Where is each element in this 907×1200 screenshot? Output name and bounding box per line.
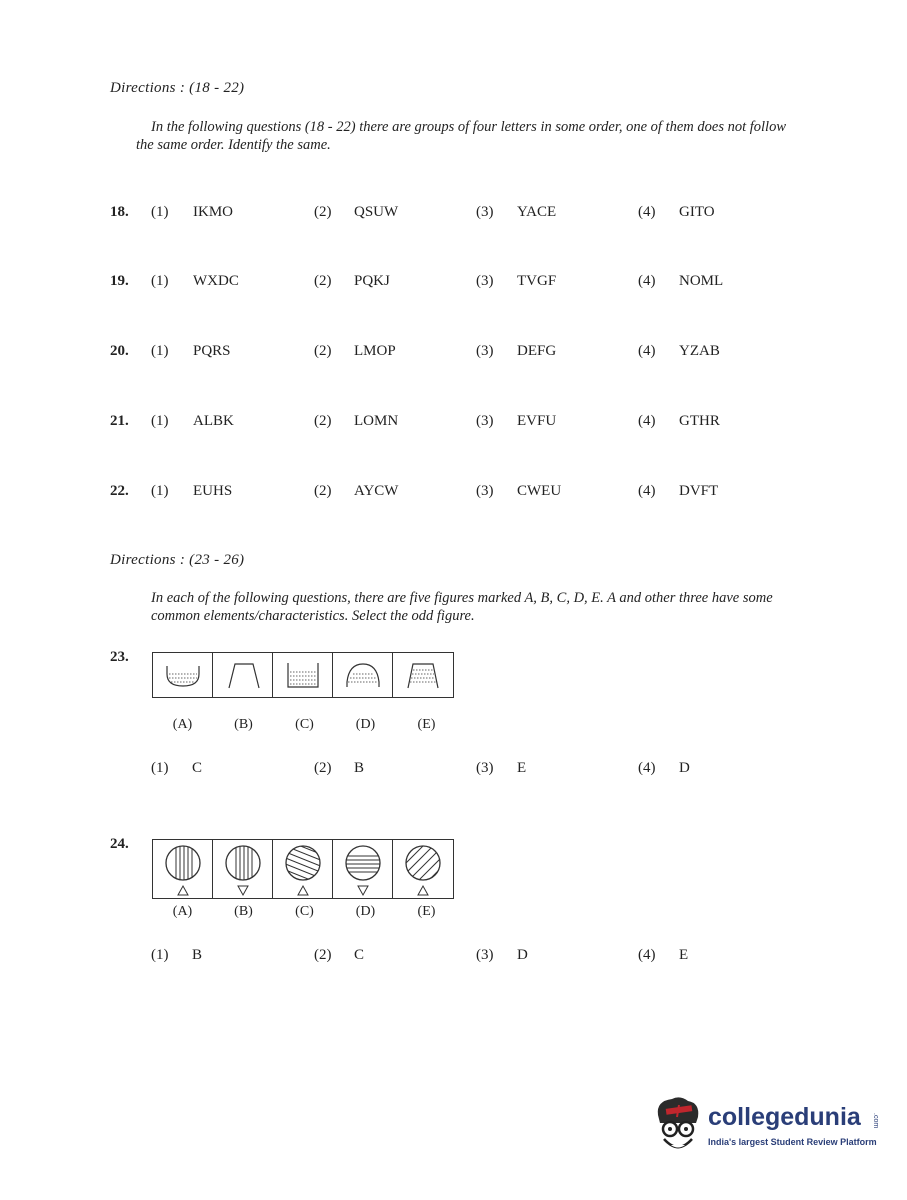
option-text: LOMN	[354, 413, 399, 429]
figure-b	[213, 840, 273, 898]
option-number: (3)	[476, 204, 494, 220]
option-text: LMOP	[354, 343, 396, 359]
option-number: (1)	[151, 204, 169, 220]
option-number: (4)	[638, 413, 656, 429]
circle-diagonal-lines-up-triangle-icon	[278, 841, 328, 897]
option-number: (3)	[476, 413, 494, 429]
option-number: (1)	[151, 760, 169, 776]
figure-label: (A)	[172, 904, 193, 919]
trapezoid-outline-icon	[223, 660, 263, 690]
figure-b	[213, 653, 273, 697]
option-text: E	[517, 760, 527, 776]
option-number: (2)	[314, 760, 332, 776]
option-number: (3)	[476, 947, 494, 963]
section2-heading: Directions : (23 - 26)	[110, 552, 245, 568]
option-text: YZAB	[679, 343, 720, 359]
option-number: (3)	[476, 760, 494, 776]
option-number: (2)	[314, 273, 332, 289]
option-number: (1)	[151, 343, 169, 359]
option-text: C	[354, 947, 365, 963]
option-text: PQRS	[193, 343, 231, 359]
figure-e	[393, 653, 453, 697]
section2-instruction: In each of the following questions, there are five figures marked A, B, C, D, E. A and other three have some common elements/characteristics. Select the odd figure.	[151, 590, 773, 624]
option-number: (1)	[151, 483, 169, 499]
option-text: PQKJ	[354, 273, 390, 289]
figure-d	[333, 840, 393, 898]
option-text: B	[192, 947, 203, 963]
option-text: D	[517, 947, 528, 963]
figure-row-q23	[152, 652, 454, 698]
option-number: (3)	[476, 343, 494, 359]
question-number: 23.	[110, 649, 129, 665]
option-text: EUHS	[193, 483, 233, 499]
option-text: WXDC	[193, 273, 239, 289]
logo-domain: .com	[872, 1113, 879, 1129]
figure-label: (E)	[417, 904, 436, 919]
circle-slanted-lines-up-triangle-icon	[398, 841, 448, 897]
section1-heading: Directions : (18 - 22)	[110, 80, 245, 96]
option-text: DEFG	[517, 343, 557, 359]
figure-labels-q24	[152, 904, 457, 920]
figure-label: (B)	[234, 904, 253, 919]
option-text: D	[679, 760, 690, 776]
option-number: (2)	[314, 483, 332, 499]
option-number: (4)	[638, 760, 656, 776]
figure-d	[333, 653, 393, 697]
question-number: 19.	[110, 273, 129, 289]
option-text: C	[192, 760, 203, 776]
section1-instruction: In the following questions (18 - 22) there are groups of four letters in some order, one of them does not follow the same order. Identify the same.	[136, 119, 786, 153]
option-number: (4)	[638, 947, 656, 963]
option-text: CWEU	[517, 483, 562, 499]
question-number: 18.	[110, 204, 129, 220]
option-number: (2)	[314, 204, 332, 220]
option-text: IKMO	[193, 204, 233, 220]
circle-vertical-lines-down-triangle-icon	[218, 841, 268, 897]
option-number: (2)	[314, 947, 332, 963]
question-number: 22.	[110, 483, 129, 499]
trapezoid-shape-icon	[403, 660, 443, 690]
circle-horizontal-lines-down-triangle-icon	[338, 841, 388, 897]
figure-label: (E)	[417, 717, 436, 732]
option-number: (4)	[638, 343, 656, 359]
figure-label: (B)	[234, 717, 253, 732]
option-text: EVFU	[517, 413, 557, 429]
option-text: NOML	[679, 273, 724, 289]
figure-label: (D)	[355, 904, 376, 919]
logo-tagline: India's largest Student Review Platform	[708, 1137, 877, 1147]
dome-shape-icon	[343, 660, 383, 690]
option-text: B	[354, 760, 365, 776]
option-number: (1)	[151, 273, 169, 289]
collegedunia-logo	[650, 1093, 880, 1163]
option-number: (4)	[638, 273, 656, 289]
option-text: GTHR	[679, 413, 720, 429]
option-number: (1)	[151, 947, 169, 963]
question-number: 20.	[110, 343, 129, 359]
option-number: (2)	[314, 343, 332, 359]
option-text: E	[679, 947, 689, 963]
option-text: GITO	[679, 204, 715, 220]
figure-label: (C)	[295, 904, 314, 919]
question-number: 21.	[110, 413, 129, 429]
option-text: DVFT	[679, 483, 719, 499]
figure-label: (C)	[295, 717, 314, 732]
bowl-shape-icon	[163, 660, 203, 690]
option-text: TVGF	[517, 273, 557, 289]
option-text: AYCW	[354, 483, 399, 499]
box-shape-icon	[283, 660, 323, 690]
figure-row-q24	[152, 839, 454, 899]
option-number: (4)	[638, 483, 656, 499]
option-number: (2)	[314, 413, 332, 429]
option-text: YACE	[517, 204, 557, 220]
option-text: ALBK	[193, 413, 234, 429]
figure-c	[273, 840, 333, 898]
figure-label: (A)	[172, 717, 193, 732]
option-number: (4)	[638, 204, 656, 220]
option-number: (3)	[476, 483, 494, 499]
option-number: (1)	[151, 413, 169, 429]
figure-a	[153, 653, 213, 697]
figure-labels-q23	[152, 717, 457, 733]
figure-label: (D)	[355, 717, 376, 732]
option-number: (3)	[476, 273, 494, 289]
figure-a	[153, 840, 213, 898]
figure-c	[273, 653, 333, 697]
circle-vertical-lines-up-triangle-icon	[158, 841, 208, 897]
mascot-icon	[650, 1093, 706, 1163]
option-text: QSUW	[354, 204, 399, 220]
logo-title: collegedunia	[708, 1103, 861, 1131]
question-number: 24.	[110, 836, 129, 852]
figure-e	[393, 840, 453, 898]
